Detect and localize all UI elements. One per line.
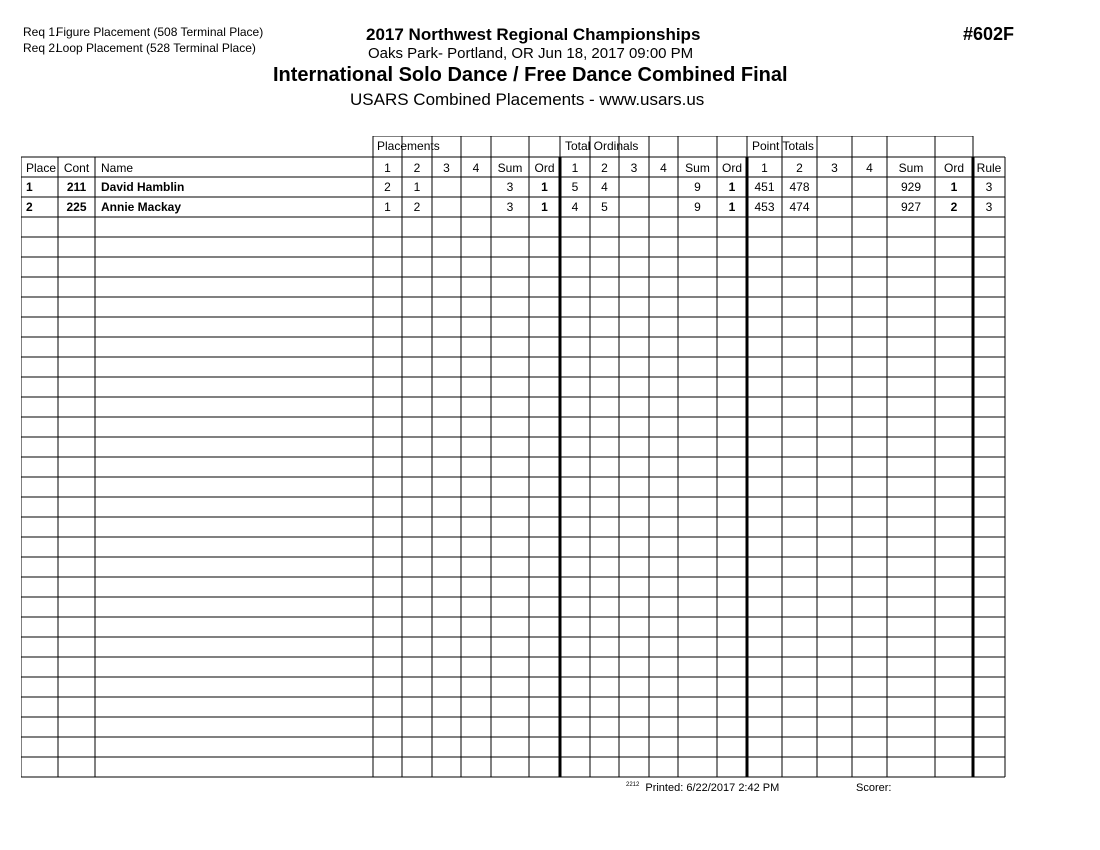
column-header-osum: Sum: [685, 161, 710, 175]
cell-oord: 1: [728, 200, 736, 214]
cell-tsum: 929: [900, 180, 922, 194]
cell-place: 2: [26, 200, 33, 214]
cell-osum: 9: [694, 200, 701, 214]
column-header-t1: 1: [761, 161, 768, 175]
group-header-placements: Placements: [377, 139, 440, 153]
cell-place: 1: [26, 180, 33, 194]
cell-p1: 1: [384, 200, 391, 214]
event-location-date: Oaks Park- Portland, OR Jun 18, 2017 09:00 PM: [368, 45, 694, 62]
cell-cont: 211: [66, 180, 87, 194]
scorer-label: Scorer:: [856, 782, 892, 794]
column-header-p2: 2: [413, 161, 421, 175]
page-subtitle: USARS Combined Placements - www.usars.us: [350, 90, 705, 109]
column-header-o3: 3: [630, 161, 638, 175]
column-header-rule: Rule: [976, 161, 1002, 175]
column-header-o4: 4: [660, 161, 667, 175]
cell-tsum: 927: [900, 200, 922, 214]
cell-psum: 3: [506, 180, 514, 194]
event-title: International Solo Dance / Free Dance Combined Final: [273, 64, 788, 86]
cell-t1: 451: [754, 180, 775, 194]
column-header-p4: 4: [472, 161, 480, 175]
column-header-oord: Ord: [721, 161, 742, 175]
column-header-p1: 1: [384, 161, 391, 175]
cell-pord: 1: [541, 200, 548, 214]
event-number: #602F: [963, 24, 1015, 44]
requirement-1-label: Req 1.: [23, 25, 59, 39]
cell-pord: 1: [541, 180, 548, 194]
column-header-p3: 3: [443, 161, 450, 175]
cell-name: David Hamblin: [101, 180, 185, 194]
cell-cont: 225: [66, 200, 87, 214]
cell-oord: 1: [728, 180, 736, 194]
column-header-place: Place: [26, 161, 57, 175]
cell-rule: 3: [985, 180, 993, 194]
column-header-cont: Cont: [63, 161, 90, 175]
cell-psum: 3: [506, 200, 514, 214]
column-header-pord: Ord: [534, 161, 555, 175]
printed-timestamp: Printed: 6/22/2017 2:42 PM: [645, 782, 780, 794]
column-header-tsum: Sum: [898, 161, 924, 175]
cell-p1: 2: [384, 180, 391, 194]
cell-tord: 2: [950, 200, 958, 214]
column-header-o1: 1: [571, 161, 579, 175]
cell-osum: 9: [694, 180, 701, 194]
column-header-tord: Ord: [943, 161, 964, 175]
column-header-o2: 2: [601, 161, 608, 175]
championship-title: 2017 Northwest Regional Championships: [366, 25, 701, 44]
requirement-2-label: Req 2.: [23, 41, 59, 55]
cell-rule: 3: [985, 200, 993, 214]
column-header-t4: 4: [866, 161, 873, 175]
group-header-total-ordinals: Total Ordinals: [565, 139, 639, 153]
cell-o1: 5: [571, 180, 579, 194]
cell-name: Annie Mackay: [101, 200, 182, 214]
column-header-t3: 3: [831, 161, 838, 175]
print-info: [626, 782, 779, 794]
cell-t2: 474: [789, 200, 810, 214]
cell-tord: 1: [950, 180, 958, 194]
cell-t1: 453: [754, 200, 775, 214]
column-header-name: Name: [101, 161, 134, 175]
column-header-psum: Sum: [497, 161, 523, 175]
cell-t2: 478: [789, 180, 810, 194]
cell-o1: 4: [571, 200, 579, 214]
requirement-2-text: Loop Placement (528 Terminal Place): [56, 41, 256, 55]
group-header-point-totals: Point Totals: [752, 139, 814, 153]
column-header-t2: 2: [796, 161, 803, 175]
cell-p2: 1: [413, 180, 421, 194]
cell-o2: 4: [601, 180, 608, 194]
report-code: 2212: [626, 782, 640, 788]
requirement-1-text: Figure Placement (508 Terminal Place): [56, 25, 264, 39]
cell-p2: 2: [413, 200, 421, 214]
cell-o2: 5: [601, 200, 608, 214]
